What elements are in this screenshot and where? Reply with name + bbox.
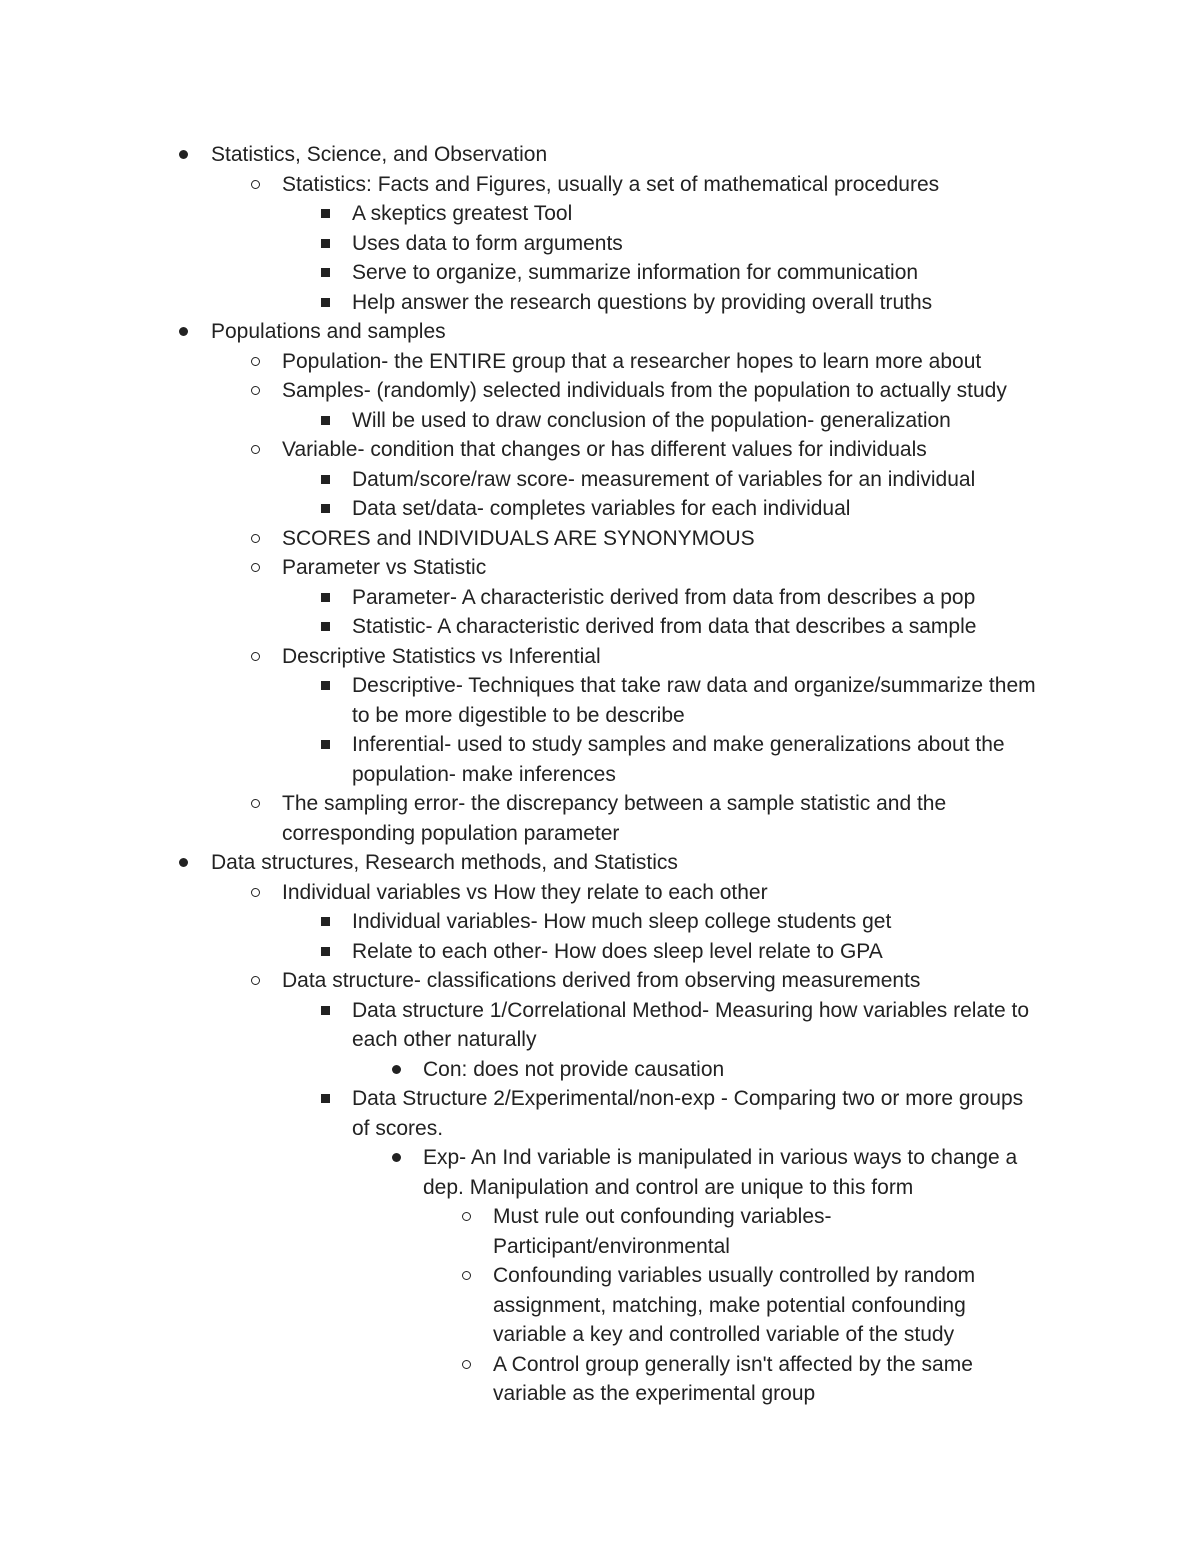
list-item [0, 229, 1200, 259]
disc-bullet-icon [176, 317, 190, 347]
square-bullet-icon [318, 199, 332, 229]
square-bullet-icon [318, 229, 332, 259]
list-item-text: The sampling error- the discrepancy between a sample statistic and the [282, 792, 947, 815]
square-bullet-icon [318, 465, 332, 495]
list-item [0, 878, 1200, 908]
square-bullet-icon [318, 996, 332, 1026]
square-bullet-icon [318, 937, 332, 967]
list-item [0, 258, 1200, 288]
list-item-text: Variable- condition that changes or has different values for individuals [282, 438, 927, 461]
list-item [0, 1261, 1200, 1291]
list-item-text: to be more digestible to be describe [352, 703, 685, 727]
list-item [0, 1055, 1200, 1085]
list-item-continuation [0, 819, 1200, 849]
list-item [0, 347, 1200, 377]
list-item [0, 524, 1200, 554]
list-item-text: Relate to each other- How does sleep level relate to GPA [352, 939, 883, 963]
list-item-text: Data set/data- completes variables for each individual [352, 497, 851, 520]
circle-bullet-icon [459, 1202, 473, 1232]
list-item [0, 789, 1200, 819]
list-item [0, 642, 1200, 672]
list-item-text: Inferential- used to study samples and make generalizations about the [352, 733, 1005, 756]
list-item-text: corresponding population parameter [282, 821, 620, 845]
list-item-continuation [0, 1232, 1200, 1262]
list-item [0, 170, 1200, 200]
disc-bullet-icon [176, 848, 190, 878]
list-item-text: Uses data to form arguments [352, 231, 623, 255]
list-item-text: Data structures, Research methods, and Statistics [211, 851, 678, 874]
list-item [0, 317, 1200, 347]
list-item-text: Will be used to draw conclusion of the population- generalization [352, 408, 951, 432]
square-bullet-icon [318, 288, 332, 318]
list-item-text: Descriptive- Techniques that take raw data and organize/summarize them [352, 674, 1036, 697]
list-item [0, 671, 1200, 701]
circle-bullet-icon [248, 878, 262, 908]
circle-bullet-icon [248, 347, 262, 377]
circle-bullet-icon [248, 376, 262, 406]
list-item-text: variable a key and controlled variable of the study [493, 1323, 955, 1346]
circle-bullet-icon [248, 553, 262, 583]
list-item-text: Parameter- A characteristic derived from data from describes a pop [352, 585, 976, 609]
list-item-text: Statistics: Facts and Figures, usually a set of mathematical procedures [282, 172, 940, 196]
list-item-text: Data structure- classifications derived from observing measurements [282, 969, 921, 992]
circle-bullet-icon [248, 435, 262, 465]
square-bullet-icon [318, 1084, 332, 1114]
circle-bullet-icon [248, 524, 262, 554]
circle-bullet-icon [248, 642, 262, 672]
list-item-text: Samples- (randomly) selected individuals from the population to actually study [282, 379, 1007, 402]
list-item [0, 1143, 1200, 1173]
list-item [0, 553, 1200, 583]
list-item-continuation [0, 1379, 1200, 1409]
list-item-text: dep. Manipulation and control are unique to this form [423, 1175, 914, 1199]
circle-bullet-icon [248, 789, 262, 819]
list-item [0, 406, 1200, 436]
list-item [0, 583, 1200, 613]
list-item-text: Serve to organize, summarize information for communication [352, 261, 919, 284]
list-item-text: Participant/environmental [493, 1234, 730, 1258]
square-bullet-icon [318, 258, 332, 288]
circle-bullet-icon [248, 966, 262, 996]
square-bullet-icon [318, 612, 332, 642]
list-item-text: Datum/score/raw score- measurement of variables for an individual [352, 467, 976, 491]
square-bullet-icon [318, 907, 332, 937]
list-item-text: Confounding variables usually controlled by random [493, 1264, 976, 1287]
list-item-text: Statistics, Science, and Observation [211, 143, 548, 166]
list-item [0, 848, 1200, 878]
disc-bullet-icon [389, 1143, 403, 1173]
list-item [0, 376, 1200, 406]
list-item-continuation [0, 1114, 1200, 1144]
circle-bullet-icon [248, 170, 262, 200]
list-item [0, 1350, 1200, 1380]
list-item-continuation [0, 701, 1200, 731]
square-bullet-icon [318, 494, 332, 524]
list-item-text: Help answer the research questions by providing overall truths [352, 290, 933, 314]
list-item-text: each other naturally [352, 1028, 537, 1051]
list-item-text: A Control group generally isn't affected by the same [493, 1352, 973, 1376]
list-item-text: Descriptive Statistics vs Inferential [282, 644, 601, 668]
list-item-text: Statistic- A characteristic derived from data that describes a sample [352, 615, 977, 638]
list-item-text: Data structure 1/Correlational Method- Measuring how variables relate to [352, 998, 1029, 1022]
square-bullet-icon [318, 671, 332, 701]
disc-bullet-icon [176, 140, 190, 170]
list-item-text: assignment, matching, make potential confounding [493, 1293, 966, 1317]
list-item [0, 140, 1200, 170]
list-item-text: variable as the experimental group [493, 1382, 816, 1405]
list-item-continuation [0, 1025, 1200, 1055]
circle-bullet-icon [459, 1350, 473, 1380]
square-bullet-icon [318, 406, 332, 436]
notes-document [0, 140, 1200, 1409]
list-item [0, 288, 1200, 318]
list-item-text: Individual variables- How much sleep college students get [352, 910, 892, 933]
square-bullet-icon [318, 583, 332, 613]
list-item-text: Con: does not provide causation [423, 1057, 725, 1081]
list-item [0, 435, 1200, 465]
list-item [0, 1202, 1200, 1232]
list-item-text: Individual variables vs How they relate to each other [282, 880, 768, 904]
list-item-text: population- make inferences [352, 762, 616, 786]
list-item-text: Population- the ENTIRE group that a researcher hopes to learn more about [282, 349, 982, 373]
list-item-text: Must rule out confounding variables- [493, 1205, 832, 1228]
list-item [0, 612, 1200, 642]
list-item-text: Parameter vs Statistic [282, 556, 487, 579]
list-item [0, 1084, 1200, 1114]
list-item-text: of scores. [352, 1116, 444, 1140]
list-item [0, 907, 1200, 937]
list-item [0, 465, 1200, 495]
circle-bullet-icon [459, 1261, 473, 1291]
list-item-continuation [0, 1173, 1200, 1203]
list-item [0, 996, 1200, 1026]
list-item-continuation [0, 1320, 1200, 1350]
list-item-text: SCORES and INDIVIDUALS ARE SYNONYMOUS [282, 526, 755, 550]
list-item-text: Data Structure 2/Experimental/non-exp - Comparing two or more groups [352, 1087, 1024, 1110]
disc-bullet-icon [389, 1055, 403, 1085]
list-item-text: Exp- An Ind variable is manipulated in various ways to change a [423, 1146, 1018, 1169]
list-item [0, 730, 1200, 760]
list-item-text: Populations and samples [211, 320, 446, 343]
list-item [0, 199, 1200, 229]
list-item [0, 937, 1200, 967]
list-item-continuation [0, 760, 1200, 790]
list-item [0, 966, 1200, 996]
list-item-continuation [0, 1291, 1200, 1321]
square-bullet-icon [318, 730, 332, 760]
list-item [0, 494, 1200, 524]
list-item-text: A skeptics greatest Tool [352, 202, 573, 225]
